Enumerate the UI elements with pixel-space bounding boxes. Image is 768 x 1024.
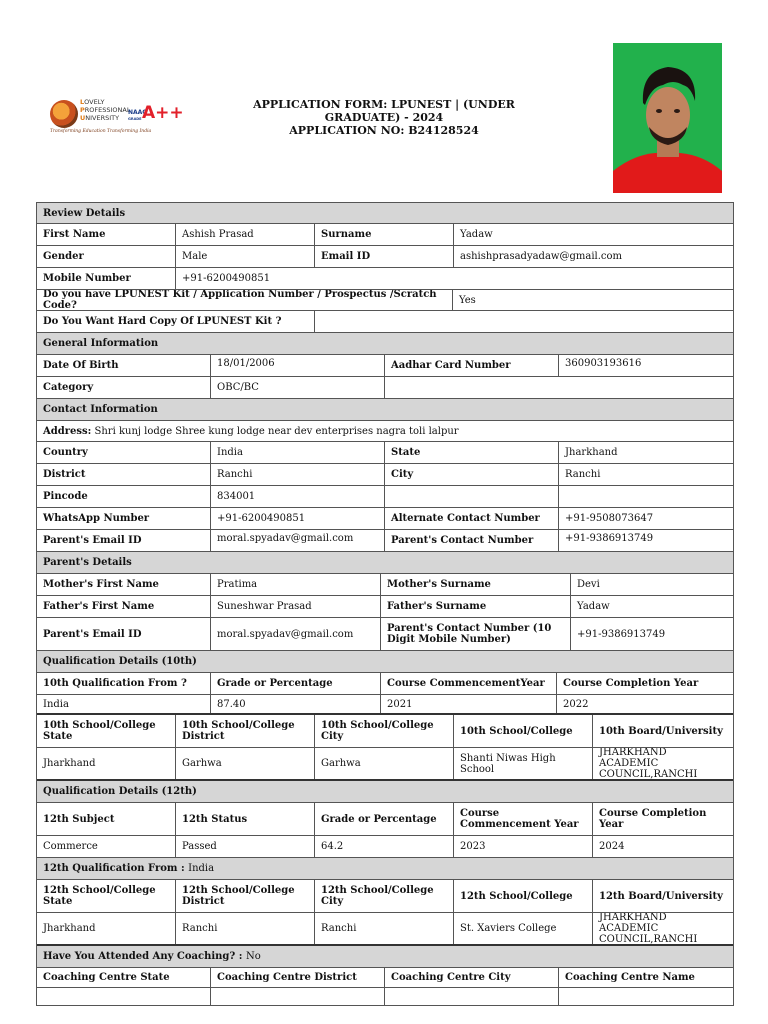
- gender-label: Gender: [37, 246, 176, 267]
- address-value: Shri kunj lodge Shree kung lodge near dev enterprises nagra toli lalpur: [94, 425, 459, 437]
- university-name: LOVELY PROFESSIONAL UNIVERSITY: [80, 98, 131, 122]
- dob-value: 18/01/2006: [211, 355, 385, 376]
- parent-contact-value: +91-9386913749: [565, 533, 654, 544]
- q12-district-value: Ranchi: [176, 913, 315, 944]
- category-label: Category: [37, 377, 211, 398]
- q10-commencement-header: Course CommencementYear: [381, 673, 557, 694]
- q12-commencement-header: Course Commencement Year: [454, 803, 593, 835]
- q10-commencement-value: 2021: [381, 695, 557, 713]
- form-header: [0, 0, 768, 200]
- gender-value: Male: [176, 246, 315, 267]
- q10-school-header: 10th School/College: [454, 715, 593, 747]
- father-surname-label: Father's Surname: [381, 596, 571, 617]
- application-form-table: [36, 202, 734, 1006]
- q12-from-value: India: [188, 863, 215, 874]
- mother-surname-label: Mother's Surname: [381, 574, 571, 595]
- hardcopy-answer-value: [315, 311, 731, 332]
- pincode-value: 834001: [211, 486, 385, 507]
- coaching-question-value: No: [245, 951, 261, 962]
- q12-commencement-value: 2023: [454, 836, 593, 857]
- naac-badge: NAAC GRADE: [128, 109, 147, 121]
- mobile-value: +91-6200490851: [182, 273, 271, 284]
- q12-completion-value: 2024: [599, 841, 625, 852]
- table-row: [37, 377, 733, 399]
- state-value: Jharkhand: [565, 447, 618, 458]
- category-value: OBC/BC: [211, 377, 385, 398]
- alt-contact-label: Alternate Contact Number: [385, 508, 559, 529]
- parent-contact-label: Parent's Contact Number: [385, 530, 559, 551]
- address-field: [37, 421, 731, 441]
- q12-city-value: Ranchi: [315, 913, 454, 944]
- table-row: [37, 913, 733, 946]
- first-name-value: Ashish Prasad: [176, 224, 315, 245]
- empty-cell: [385, 486, 559, 507]
- university-logo: [50, 98, 190, 138]
- dob-label: Date Of Birth: [37, 355, 211, 376]
- coaching-city-header: Coaching Centre City: [385, 968, 559, 987]
- q10-from-header: 10th Qualification From ?: [37, 673, 211, 694]
- form-title: APPLICATION FORM: LPUNEST | (UNDER GRADUATE) - 2024 APPLICATION NO: B24128524: [253, 98, 515, 137]
- table-row: [37, 618, 733, 651]
- whatsapp-label: WhatsApp Number: [37, 508, 211, 529]
- whatsapp-value: +91-6200490851: [211, 508, 385, 529]
- q12-status-header: 12th Status: [176, 803, 315, 835]
- q10-state-header: 10th School/College State: [37, 715, 176, 747]
- q12-state-header: 12th School/College State: [37, 880, 176, 912]
- section-qualification-10th: Qualification Details (10th): [37, 651, 733, 673]
- father-first-value: Suneshwar Prasad: [211, 596, 381, 617]
- q10-board-header: 10th Board/University: [599, 725, 723, 737]
- section-contact-information: Contact Information: [37, 399, 733, 421]
- father-surname-value: Yadaw: [577, 601, 610, 612]
- q12-city-header: 12th School/College City: [315, 880, 454, 912]
- email-label: Email ID: [315, 246, 454, 267]
- first-name-label: First Name: [37, 224, 176, 245]
- country-value: India: [211, 442, 385, 463]
- city-value: Ranchi: [565, 469, 601, 480]
- table-row: [37, 695, 733, 715]
- aadhar-value: 360903193616: [565, 358, 642, 369]
- q10-board-value: JHARKHAND ACADEMIC COUNCIL,RANCHI: [599, 748, 698, 779]
- email-value: ashishprasadyadaw@gmail.com: [460, 251, 623, 262]
- q12-grade-value: 64.2: [315, 836, 454, 857]
- q12-status-value: Passed: [176, 836, 315, 857]
- table-row: [37, 486, 733, 508]
- district-value: Ranchi: [211, 464, 385, 485]
- section-review-details: Review Details: [37, 203, 733, 224]
- q10-city-header: 10th School/College City: [315, 715, 454, 747]
- hardcopy-question-label: Do You Want Hard Copy Of LPUNEST Kit ?: [37, 311, 315, 332]
- parent-email-value: moral.spyadav@gmail.com: [211, 530, 385, 551]
- kit-answer-value: Yes: [459, 294, 476, 306]
- table-row: [37, 880, 733, 913]
- table-row: [37, 803, 733, 836]
- kit-question-label: Do you have LPUNEST Kit / Application Number / Prospectus /Scratch Code?: [37, 290, 453, 310]
- table-row: [37, 464, 733, 486]
- q10-from-value: India: [37, 695, 211, 713]
- university-emblem-icon: [50, 100, 78, 128]
- q10-grade-header: Grade or Percentage: [211, 673, 381, 694]
- table-row: [37, 508, 733, 530]
- mother-surname-value: Devi: [577, 579, 600, 590]
- parents-email-label: Parent's Email ID: [37, 618, 211, 650]
- table-row: [37, 268, 733, 290]
- parents-contact-value: +91-9386913749: [577, 628, 666, 640]
- section-general-information: General Information: [37, 333, 733, 355]
- coaching-name-header: Coaching Centre Name: [565, 972, 695, 983]
- q12-subject-value: Commerce: [37, 836, 176, 857]
- q12-board-header: 12th Board/University: [599, 890, 723, 902]
- table-row: [37, 574, 733, 596]
- table-row: [37, 988, 733, 1006]
- table-row: [37, 224, 733, 246]
- q12-state-value: Jharkhand: [37, 913, 176, 944]
- table-row: [37, 748, 733, 781]
- q12-completion-header: Course Completion Year: [599, 808, 707, 830]
- table-row: [37, 715, 733, 748]
- table-row: [37, 355, 733, 377]
- address-label: Address:: [43, 425, 92, 437]
- coaching-state-header: Coaching Centre State: [37, 968, 211, 987]
- q10-completion-value: 2022: [563, 698, 589, 710]
- district-label: District: [37, 464, 211, 485]
- table-row: [37, 530, 733, 552]
- naac-grade: A++: [142, 103, 184, 123]
- applicant-photo: [613, 43, 722, 193]
- logo-tagline: Transforming Education Transforming India: [50, 129, 152, 134]
- table-row: [37, 311, 733, 333]
- parents-contact-label: Parent's Contact Number (10 Digit Mobile Number): [381, 618, 571, 650]
- q12-from-label: 12th Qualification From :: [43, 863, 185, 874]
- surname-value: Yadaw: [460, 229, 493, 240]
- father-first-label: Father's First Name: [37, 596, 211, 617]
- coaching-question: [37, 946, 733, 968]
- mother-first-value: Pratima: [211, 574, 381, 595]
- pincode-label: Pincode: [37, 486, 211, 507]
- table-row: [37, 421, 733, 442]
- surname-label: Surname: [315, 224, 454, 245]
- q10-city-value: Garhwa: [315, 748, 454, 779]
- aadhar-label: Aadhar Card Number: [385, 355, 559, 376]
- table-row: [37, 968, 733, 988]
- table-row: [37, 442, 733, 464]
- q12-board-value: JHARKHAND ACADEMIC COUNCIL,RANCHI: [599, 913, 698, 944]
- mobile-label: Mobile Number: [37, 268, 176, 289]
- section-parents-details: Parent's Details: [37, 552, 733, 574]
- q12-qualification-from: [37, 858, 733, 880]
- table-row: [37, 673, 733, 695]
- city-label: City: [385, 464, 559, 485]
- table-row: [37, 246, 733, 268]
- q10-district-header: 10th School/College District: [176, 715, 315, 747]
- q10-completion-header: Course Completion Year: [563, 678, 699, 689]
- table-row: [37, 836, 733, 858]
- state-label: State: [385, 442, 559, 463]
- q10-grade-value: 87.40: [211, 695, 381, 713]
- empty-cell: [559, 486, 731, 507]
- coaching-question-label: Have You Attended Any Coaching? :: [43, 951, 243, 962]
- empty-cell: [385, 377, 731, 398]
- q12-subject-header: 12th Subject: [37, 803, 176, 835]
- coaching-state-value: [37, 988, 211, 1005]
- table-row: [37, 596, 733, 618]
- q12-school-value: St. Xaviers College: [454, 913, 593, 944]
- parents-email-value: moral.spyadav@gmail.com: [211, 618, 381, 650]
- q10-state-value: Jharkhand: [37, 748, 176, 779]
- q10-district-value: Garhwa: [176, 748, 315, 779]
- coaching-city-value: [385, 988, 559, 1005]
- country-label: Country: [37, 442, 211, 463]
- section-qualification-12th: Qualification Details (12th): [37, 781, 733, 803]
- q12-district-header: 12th School/College District: [176, 880, 315, 912]
- table-row: [37, 290, 733, 311]
- q10-school-value: Shanti Niwas High School: [454, 748, 593, 779]
- q12-school-header: 12th School/College: [454, 880, 593, 912]
- coaching-district-header: Coaching Centre District: [211, 968, 385, 987]
- coaching-name-value: [559, 988, 731, 1005]
- coaching-district-value: [211, 988, 385, 1005]
- mother-first-label: Mother's First Name: [37, 574, 211, 595]
- alt-contact-value: +91-9508073647: [565, 513, 654, 524]
- parent-email-label: Parent's Email ID: [37, 530, 211, 551]
- q12-grade-header: Grade or Percentage: [315, 803, 454, 835]
